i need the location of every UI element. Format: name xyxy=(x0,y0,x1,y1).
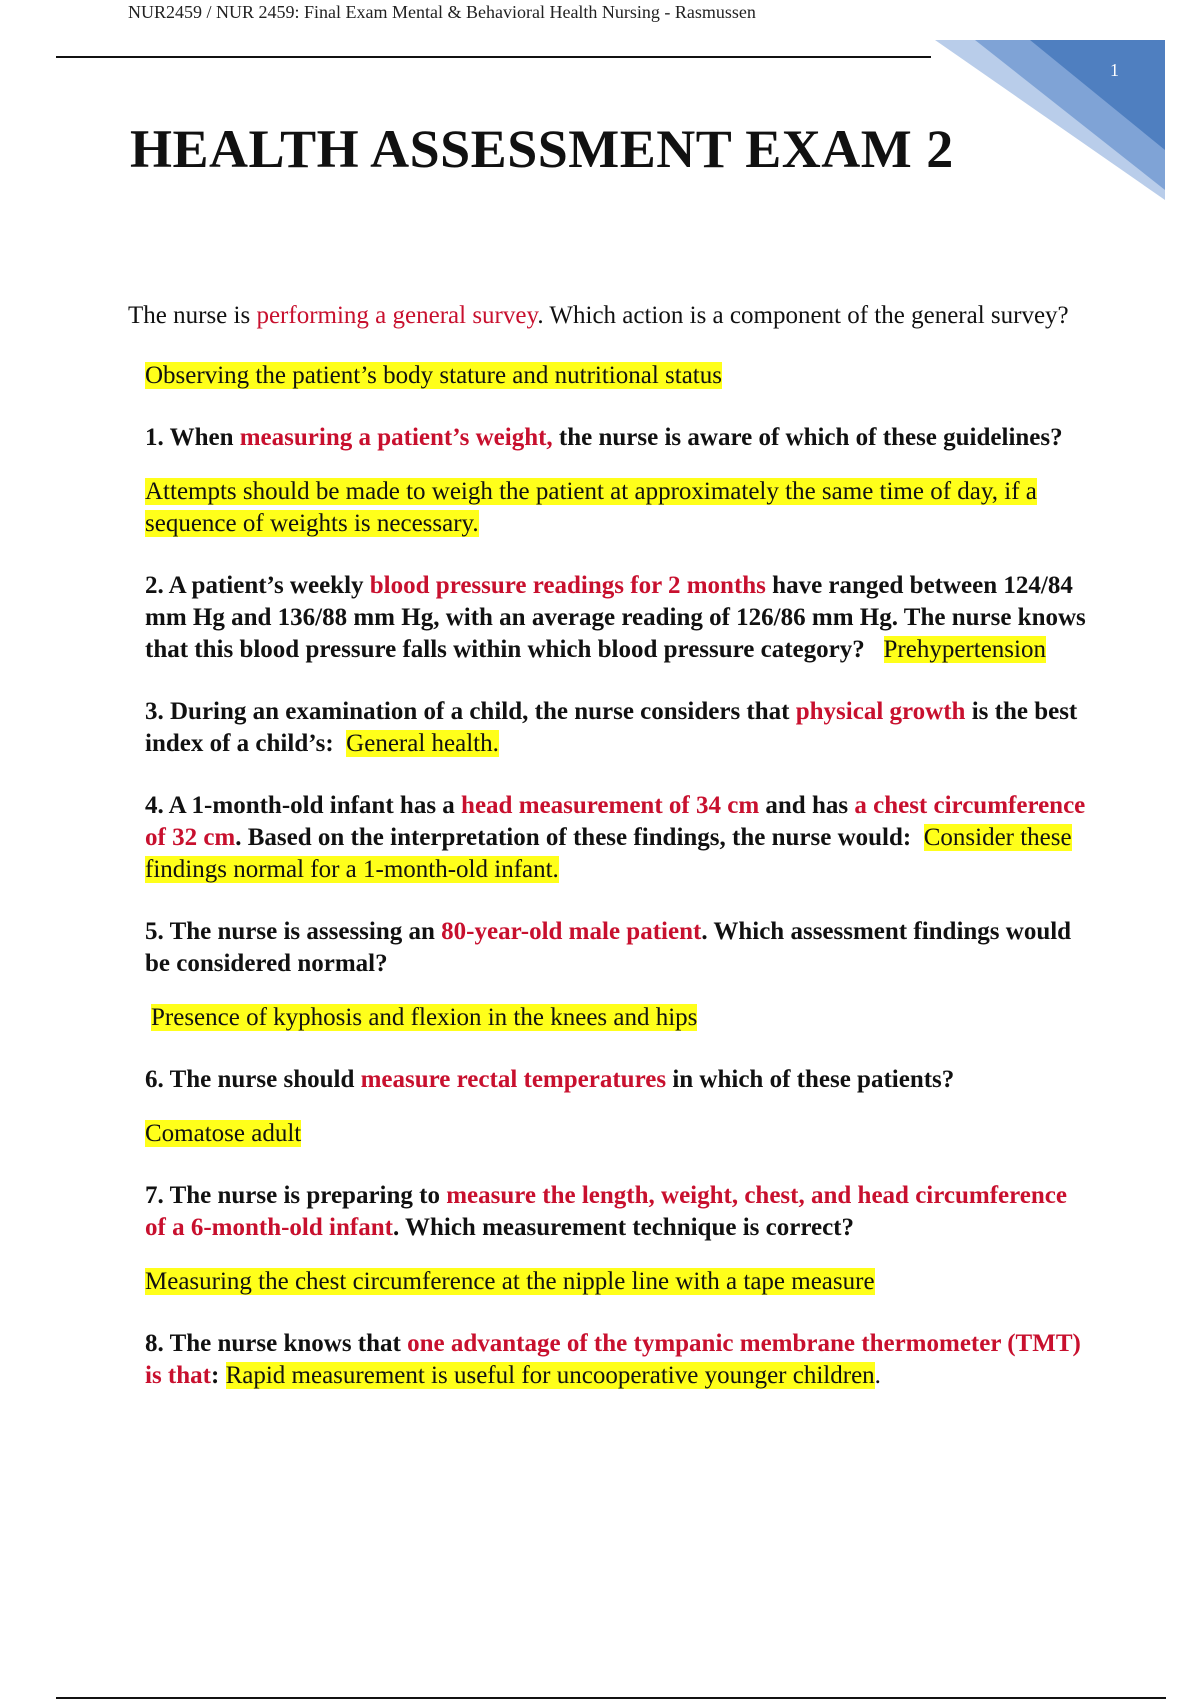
question-emphasis: 80-year-old male patient xyxy=(441,918,702,945)
answer-highlight: Attempts should be made to weigh the patient at approximately the same time of day, if a sequence of weights is necessary. xyxy=(145,478,1037,537)
exam-content xyxy=(128,300,1088,1414)
intro-answer xyxy=(145,360,1088,392)
question-text: The nurse is assessing an xyxy=(169,918,442,945)
page-corner-decoration xyxy=(935,40,1165,200)
document-title: HEALTH ASSESSMENT EXAM 2 xyxy=(130,119,954,179)
answer-highlight: Comatose adult xyxy=(145,1120,302,1147)
question-text: and has xyxy=(759,792,855,819)
question-text: The nurse is preparing to xyxy=(169,1182,447,1209)
question-text: in which of these patients? xyxy=(666,1066,955,1093)
question-text: the nurse is aware of which of these guidelines? xyxy=(552,424,1063,451)
question-text: During an examination of a child, the nurse considers that xyxy=(170,698,796,725)
header-divider xyxy=(56,56,931,58)
answer-highlight: Measuring the chest circumference at the nipple line with a tape measure xyxy=(145,1268,875,1295)
intro-question xyxy=(128,300,1088,332)
question-7 xyxy=(145,1180,1088,1244)
question-number: 6. xyxy=(145,1066,170,1093)
answer-7 xyxy=(145,1266,1088,1298)
question-text: The nurse is xyxy=(128,302,257,329)
question-8 xyxy=(145,1328,1088,1392)
question-4 xyxy=(145,790,1088,886)
question-number: 3. xyxy=(145,698,170,725)
question-text: . Which action is a component of the general survey? xyxy=(537,302,1069,329)
question-text: . Based on the interpretation of these findings, the nurse would: xyxy=(235,824,912,851)
answer-highlight: Consider these findings normal for a 1-month-old infant. xyxy=(145,824,1072,883)
footer-divider xyxy=(56,1697,1166,1699)
question-text: . Which measurement technique is correct? xyxy=(392,1214,854,1241)
question-emphasis: measure the length, weight, chest, and head circumference of a 6-month-old infant xyxy=(145,1182,1067,1241)
question-emphasis: head measurement of 34 cm xyxy=(461,792,760,819)
question-text: : xyxy=(210,1362,220,1389)
page-number: 1 xyxy=(1110,60,1119,80)
question-emphasis: measuring a patient’s weight, xyxy=(239,424,553,451)
question-text: A patient’s weekly xyxy=(168,572,370,599)
answer-tail: . xyxy=(874,1362,881,1389)
answer-highlight: Presence of kyphosis and flexion in the knees and hips xyxy=(151,1004,698,1031)
question-text: When xyxy=(169,424,240,451)
question-emphasis: a chest circumference of 32 cm xyxy=(145,792,1086,851)
answer-highlight: Observing the patient’s body stature and nutritional status xyxy=(145,362,722,389)
answer-highlight: Prehypertension xyxy=(883,636,1046,663)
question-3 xyxy=(145,696,1088,760)
question-text: The nurse should xyxy=(169,1066,361,1093)
question-emphasis: performing a general survey xyxy=(256,302,538,329)
question-text: is the best index of a child’s: xyxy=(145,698,1078,757)
question-number: 7. xyxy=(145,1182,170,1209)
question-emphasis: measure rectal temperatures xyxy=(360,1066,667,1093)
question-2 xyxy=(145,570,1088,666)
question-text: . Which assessment findings would be considered normal? xyxy=(145,918,1072,977)
question-6 xyxy=(145,1064,1088,1096)
question-text: The nurse knows that xyxy=(169,1330,408,1357)
question-number: 1. xyxy=(145,424,170,451)
question-number: 5. xyxy=(145,918,170,945)
question-emphasis: physical growth xyxy=(795,698,966,725)
answer-1 xyxy=(145,476,1088,540)
answer-5 xyxy=(151,1002,1088,1034)
answer-highlight: Rapid measurement is useful for uncooperative younger children xyxy=(225,1362,875,1389)
question-number: 4. xyxy=(145,792,169,819)
question-emphasis: one advantage of the tympanic membrane thermometer (TMT) is that xyxy=(145,1330,1081,1389)
question-text: A 1-month-old infant has a xyxy=(168,792,462,819)
answer-highlight: General health. xyxy=(346,730,499,757)
question-emphasis: blood pressure readings for 2 months xyxy=(369,572,766,599)
answer-6 xyxy=(145,1118,1088,1150)
question-text: have ranged between 124/84 mm Hg and 136/88 mm Hg, with an average reading of 126/86 mm Hg. The nurse knows that this blood pressure falls within which blood pressure category? xyxy=(145,572,1086,663)
question-number: 8. xyxy=(145,1330,170,1357)
question-1 xyxy=(145,422,1088,454)
question-number: 2. xyxy=(145,572,169,599)
document-header: NUR2459 / NUR 2459: Final Exam Mental & Behavioral Health Nursing - Rasmussen xyxy=(128,2,756,22)
question-5 xyxy=(145,916,1088,980)
